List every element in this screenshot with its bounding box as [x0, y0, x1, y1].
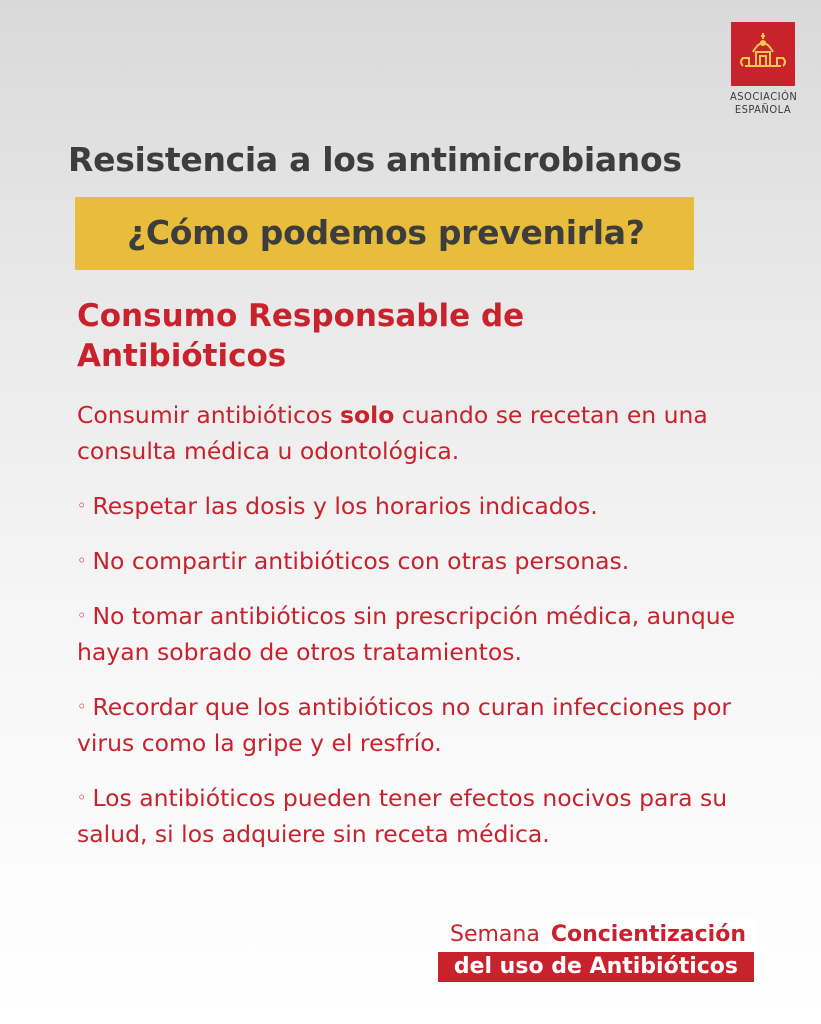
footer-word: Semana [450, 922, 540, 947]
question-banner [75, 197, 694, 270]
list-item [77, 543, 767, 579]
list-item-text: Los antibióticos pueden tener efectos nocivos para su salud, si los adquiere sin receta médica. [77, 784, 728, 848]
footer-line-1 [438, 918, 754, 952]
bullet-icon: ◦ [77, 496, 87, 515]
advice-list [77, 397, 767, 871]
list-item-text: Respetar las dosis y los horarios indicados. [92, 492, 598, 520]
footer-line-2: del uso de Antibióticos [438, 952, 754, 982]
campaign-footer [438, 918, 754, 982]
intro-emphasis: solo [340, 401, 395, 429]
logo-line-2: ESPAÑOLA [734, 103, 792, 116]
list-item [77, 598, 767, 670]
list-item-text: No tomar antibióticos sin prescripción médica, aunque hayan sobrado de otros tratamientos. [77, 602, 736, 666]
logo [730, 22, 796, 116]
footer-highlight: Concientización [547, 918, 754, 952]
bullet-icon: ◦ [77, 606, 87, 625]
logo-wordmark [730, 90, 796, 116]
list-item-text: Recordar que los antibióticos no curan infecciones por virus como la gripe y el resfrío. [77, 693, 732, 757]
page-title: Resistencia a los antimicrobianos [68, 140, 682, 179]
bullet-icon: ◦ [77, 788, 87, 807]
logo-badge [731, 22, 795, 86]
list-item-text: No compartir antibióticos con otras personas. [92, 547, 630, 575]
bullet-icon: ◦ [77, 697, 87, 716]
theater-building-icon [731, 22, 795, 86]
list-item [77, 780, 767, 852]
intro-text-start: Consumir antibióticos [77, 401, 340, 429]
intro-text-end: cuando se recetan en una consulta médica u odontológica. [77, 401, 708, 465]
bullet-icon: ◦ [77, 551, 87, 570]
section-title: Consumo Responsable de Antibióticos [77, 298, 525, 374]
intro-paragraph [77, 397, 767, 469]
banner-text: ¿Cómo podemos prevenirla? [127, 213, 645, 252]
logo-line-1: ASOCIACIÓN [730, 90, 798, 103]
list-item [77, 488, 767, 524]
list-item [77, 689, 767, 761]
